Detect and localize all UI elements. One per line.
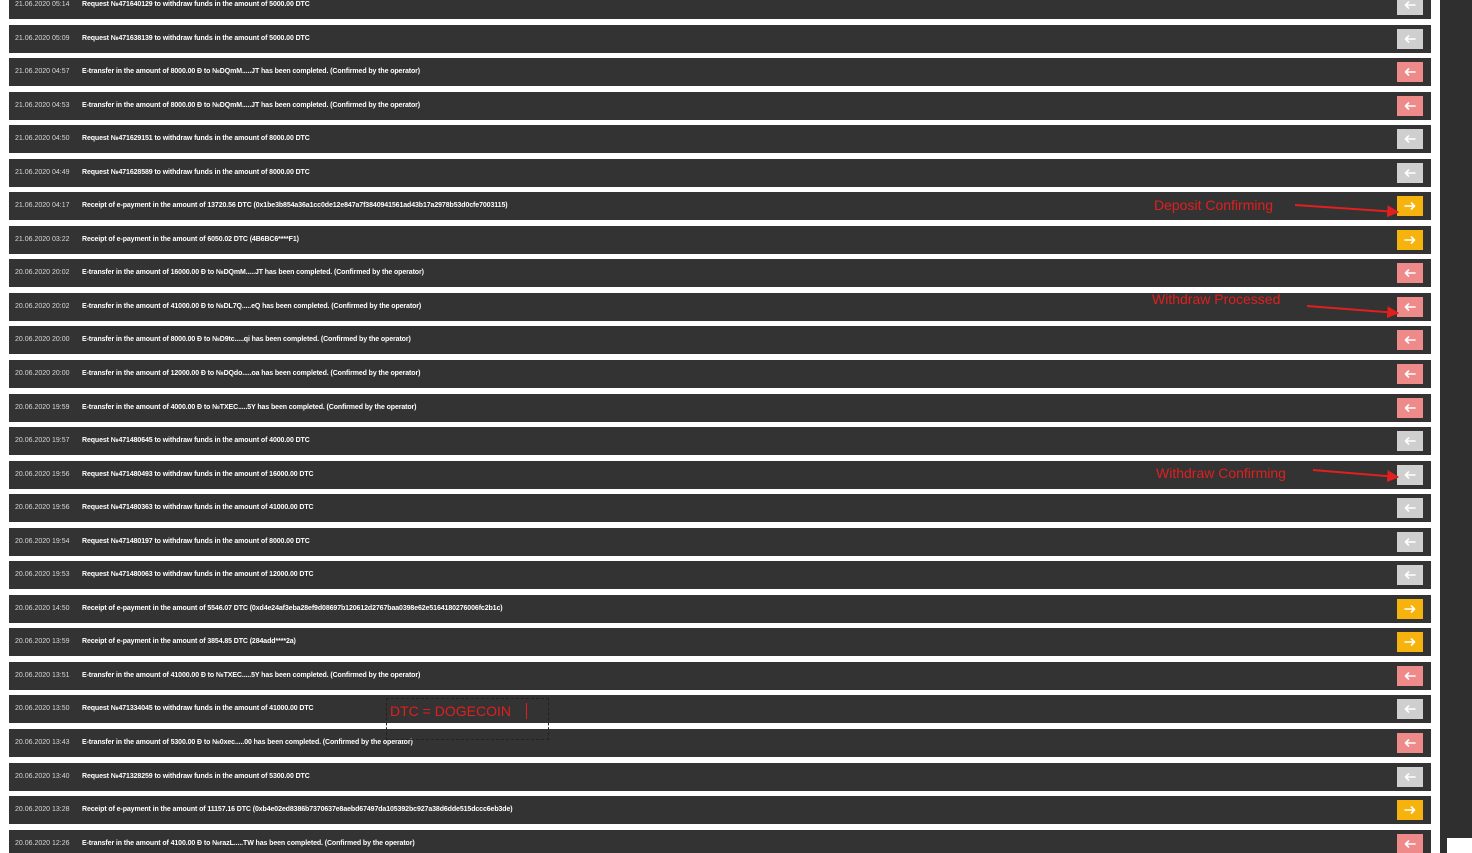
transaction-row[interactable] [9, 628, 1431, 656]
transaction-date: 20.06.2020 20:02 [15, 302, 70, 310]
arrow-left-icon[interactable] [1397, 129, 1423, 149]
transaction-row[interactable] [9, 763, 1431, 791]
transaction-date: 20.06.2020 14:50 [15, 604, 70, 612]
arrow-left-icon[interactable] [1397, 431, 1423, 451]
transaction-description: Request №471640129 to withdraw funds in the amount of 5000.00 DTC [82, 1, 310, 8]
transaction-row[interactable] [9, 226, 1431, 254]
transaction-row[interactable] [9, 561, 1431, 589]
transaction-description: Request №471334045 to withdraw funds in the amount of 41000.00 DTC [82, 705, 314, 713]
transaction-description: Request №471629151 to withdraw funds in the amount of 8000.00 DTC [82, 135, 310, 143]
arrow-left-icon[interactable] [1397, 465, 1423, 485]
transaction-row[interactable] [9, 259, 1431, 287]
transaction-row[interactable] [9, 326, 1431, 354]
arrow-left-icon[interactable] [1397, 364, 1423, 384]
transaction-date: 20.06.2020 12:26 [15, 839, 70, 847]
transaction-description: E-transfer in the amount of 4000.00 Ð to №TXEC.....5Y has been completed. (Confirmed by the operator) [82, 403, 417, 411]
transaction-date: 20.06.2020 19:53 [15, 571, 70, 579]
transaction-date: 21.06.2020 04:50 [15, 135, 70, 143]
arrow-left-icon[interactable] [1397, 0, 1423, 15]
transaction-row[interactable] [9, 0, 1431, 19]
transaction-date: 21.06.2020 04:53 [15, 101, 70, 109]
transaction-description: E-transfer in the amount of 8000.00 Ð to №DQmM.....JT has been completed. (Confirmed by the operator) [82, 101, 421, 109]
arrow-left-icon[interactable] [1397, 498, 1423, 518]
arrow-left-icon[interactable] [1397, 666, 1423, 686]
arrow-right-icon[interactable] [1397, 196, 1423, 216]
arrow-left-icon[interactable] [1397, 532, 1423, 552]
transaction-row[interactable] [9, 394, 1431, 422]
transaction-row[interactable] [9, 125, 1431, 153]
transaction-description: Receipt of e-payment in the amount of 13720.56 DTC (0x1be3b854a36a1cc0de12e847a7f3840941561ad43b17a2978b53d0cfe7003115) [82, 202, 508, 210]
transaction-date: 20.06.2020 20:00 [15, 370, 70, 378]
arrow-left-icon[interactable] [1397, 96, 1423, 116]
arrow-left-icon[interactable] [1397, 565, 1423, 585]
transaction-description: E-transfer in the amount of 8000.00 Ð to №DQmM.....JT has been completed. (Confirmed by the operator) [82, 68, 421, 76]
transaction-row[interactable] [9, 695, 1431, 723]
dtc-note-box[interactable] [386, 698, 549, 740]
transaction-description: Request №471628589 to withdraw funds in the amount of 8000.00 DTC [82, 168, 310, 176]
transaction-description: Request №471480645 to withdraw funds in the amount of 4000.00 DTC [82, 437, 310, 445]
text-caret [526, 703, 527, 719]
arrow-right-icon[interactable] [1397, 230, 1423, 250]
arrow-right-icon[interactable] [1397, 800, 1423, 820]
arrow-left-icon[interactable] [1397, 330, 1423, 350]
arrow-left-icon[interactable] [1397, 297, 1423, 317]
arrow-left-icon[interactable] [1397, 834, 1423, 853]
transaction-description: Receipt of e-payment in the amount of 6050.02 DTC (4B6BC6****F1) [82, 235, 299, 243]
transaction-description: Request №471328259 to withdraw funds in the amount of 5300.00 DTC [82, 772, 310, 780]
scrollbar-corner [1447, 838, 1472, 853]
transaction-description: E-transfer in the amount of 8000.00 Ð to №D9tc.....qi has been completed. (Confirmed by the operator) [82, 336, 411, 344]
transaction-description: Request №471480063 to withdraw funds in the amount of 12000.00 DTC [82, 571, 314, 579]
transaction-date: 20.06.2020 20:02 [15, 269, 70, 277]
transaction-row[interactable] [9, 830, 1431, 853]
withdraw-confirming-annotation: Withdraw Confirming [1156, 465, 1286, 481]
transaction-date: 21.06.2020 04:57 [15, 68, 70, 76]
transaction-row[interactable] [9, 729, 1431, 757]
arrow-left-icon[interactable] [1397, 163, 1423, 183]
transaction-description: Receipt of e-payment in the amount of 11157.16 DTC (0xb4e02ed8386b7370637e8aebd67497da105392bc927a38d6dde515dccc6eb3de) [82, 806, 513, 814]
transaction-description: E-transfer in the amount of 41000.00 Ð to №TXEC.....5Y has been completed. (Confirmed by the operator) [82, 671, 421, 679]
transaction-description: Receipt of e-payment in the amount of 5546.07 DTC (0xd4e24af3eba28ef9d08697b120612d2767baa0398e62e5164180276006fc2b1c) [82, 604, 503, 612]
arrow-right-icon[interactable] [1397, 632, 1423, 652]
arrow-left-icon[interactable] [1397, 29, 1423, 49]
arrow-right-icon[interactable] [1397, 599, 1423, 619]
transaction-list [9, 0, 1431, 853]
arrow-left-icon[interactable] [1397, 263, 1423, 283]
transaction-row[interactable] [9, 595, 1431, 623]
transaction-description: Request №471480363 to withdraw funds in the amount of 41000.00 DTC [82, 504, 314, 512]
transaction-date: 21.06.2020 04:17 [15, 202, 70, 210]
transaction-row[interactable] [9, 427, 1431, 455]
transaction-date: 20.06.2020 19:59 [15, 403, 70, 411]
transaction-date: 21.06.2020 05:14 [15, 1, 70, 8]
withdraw-processed-annotation: Withdraw Processed [1152, 291, 1281, 307]
transaction-date: 20.06.2020 13:50 [15, 705, 70, 713]
transaction-row[interactable] [9, 360, 1431, 388]
transaction-date: 20.06.2020 13:28 [15, 806, 70, 814]
transaction-description: Request №471480197 to withdraw funds in the amount of 8000.00 DTC [82, 537, 310, 545]
transaction-row[interactable] [9, 92, 1431, 120]
transaction-date: 20.06.2020 20:00 [15, 336, 70, 344]
transaction-date: 20.06.2020 13:43 [15, 739, 70, 747]
transaction-date: 20.06.2020 19:57 [15, 437, 70, 445]
transaction-date: 20.06.2020 19:54 [15, 537, 70, 545]
transaction-row[interactable] [9, 796, 1431, 824]
arrow-left-icon[interactable] [1397, 699, 1423, 719]
transaction-description: Request №471480493 to withdraw funds in the amount of 16000.00 DTC [82, 470, 314, 478]
transaction-row[interactable] [9, 25, 1431, 53]
transaction-description: E-transfer in the amount of 41000.00 Ð to №DL7Q.....eQ has been completed. (Confirmed by the operator) [82, 302, 422, 310]
arrow-left-icon[interactable] [1397, 62, 1423, 82]
transaction-description: E-transfer in the amount of 16000.00 Ð to №DQmM.....JT has been completed. (Confirmed by the operator) [82, 269, 424, 277]
arrow-left-icon[interactable] [1397, 733, 1423, 753]
transaction-description: E-transfer in the amount of 5300.00 Ð to №0xec.....00 has been completed. (Confirmed by the operator) [82, 739, 413, 747]
transaction-row[interactable] [9, 159, 1431, 187]
transaction-date: 21.06.2020 04:49 [15, 168, 70, 176]
transaction-date: 21.06.2020 05:09 [15, 34, 70, 42]
transaction-date: 20.06.2020 13:59 [15, 638, 70, 646]
deposit-confirming-annotation: Deposit Confirming [1154, 197, 1274, 213]
transaction-date: 20.06.2020 19:56 [15, 470, 70, 478]
transaction-description: Receipt of e-payment in the amount of 3854.85 DTC (284add****2a) [82, 638, 296, 646]
transaction-row[interactable] [9, 528, 1431, 556]
arrow-left-icon[interactable] [1397, 398, 1423, 418]
arrow-left-icon[interactable] [1397, 767, 1423, 787]
transaction-row[interactable] [9, 494, 1431, 522]
transaction-date: 20.06.2020 13:51 [15, 671, 70, 679]
transaction-row[interactable] [9, 58, 1431, 86]
transaction-date: 21.06.2020 03:22 [15, 235, 70, 243]
transaction-description: E-transfer in the amount of 12000.00 Ð to №DQdo.....oa has been completed. (Confirmed by the operator) [82, 370, 421, 378]
transaction-row[interactable] [9, 662, 1431, 690]
transaction-description: Request №471638139 to withdraw funds in the amount of 5000.00 DTC [82, 34, 310, 42]
scrollbar-track[interactable] [1440, 0, 1472, 853]
transaction-date: 20.06.2020 19:56 [15, 504, 70, 512]
transaction-date: 20.06.2020 13:40 [15, 772, 70, 780]
transaction-description: E-transfer in the amount of 4100.00 Ð to №razL.....TW has been completed. (Confirmed by the operator) [82, 839, 415, 847]
dtc-note-text: DTC = DOGECOIN [390, 703, 511, 719]
